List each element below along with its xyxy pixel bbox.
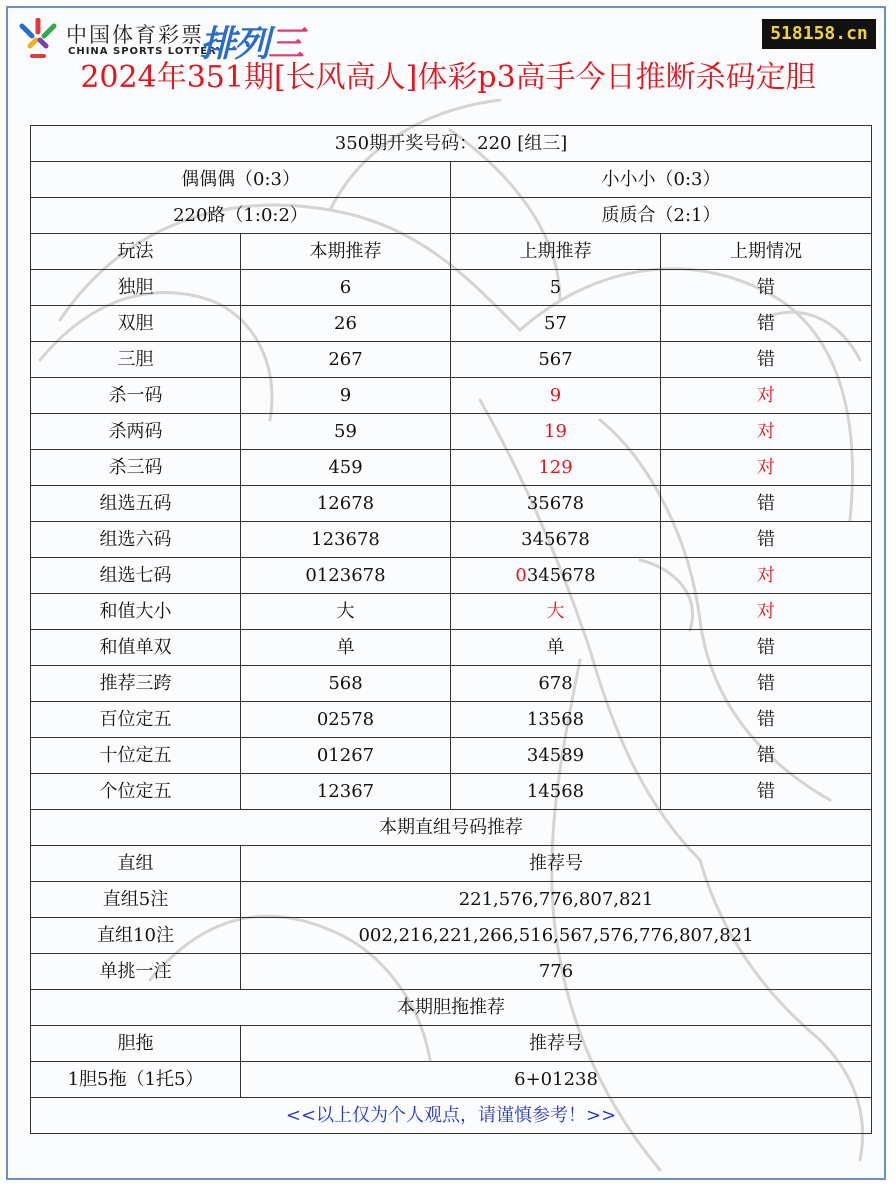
previous-pick-rest: 14568 — [526, 781, 585, 802]
direct-row-value: 221,576,776,807,821 — [241, 882, 872, 918]
play-type-cell: 组选五码 — [31, 486, 241, 522]
play-type-cell: 双胆 — [31, 306, 241, 342]
previous-result-cell: 对 — [661, 558, 872, 594]
page-title: 2024年351期[长风高人]体彩p3高手今日推断杀码定胆 — [80, 60, 816, 95]
prediction-table — [30, 125, 872, 1134]
prediction-row — [31, 342, 872, 378]
previous-pick-cell — [451, 702, 661, 738]
china-sports-lottery-logo — [18, 16, 328, 65]
prediction-row — [31, 486, 872, 522]
logo-game-name-part-b: 三 — [268, 24, 303, 65]
current-pick-cell: 0123678 — [241, 558, 451, 594]
column-header-row — [31, 234, 872, 270]
direct-header-value: 推荐号 — [241, 846, 872, 882]
previous-pick-rest: 57 — [544, 313, 567, 334]
current-pick-cell: 单 — [241, 630, 451, 666]
prediction-row — [31, 666, 872, 702]
prediction-row — [31, 630, 872, 666]
section-dantuo-row — [31, 990, 872, 1026]
prime-pattern-cell: 质质合（2:1） — [451, 198, 872, 234]
size-pattern-cell: 小小小（0:3） — [451, 162, 872, 198]
direct-row-value: 776 — [241, 954, 872, 990]
previous-pick-cell — [451, 558, 661, 594]
direct-row-name: 直组10注 — [31, 918, 241, 954]
column-header-current: 本期推荐 — [241, 234, 451, 270]
logo-game-name-part-a: 排列 — [200, 24, 269, 65]
draw-result-row — [31, 126, 872, 162]
current-pick-cell: 123678 — [241, 522, 451, 558]
current-pick-cell: 12678 — [241, 486, 451, 522]
column-header-play: 玩法 — [31, 234, 241, 270]
previous-pick-cell — [451, 486, 661, 522]
previous-pick-rest: 35678 — [526, 493, 585, 514]
direct-header-name: 直组 — [31, 846, 241, 882]
current-pick-cell: 568 — [241, 666, 451, 702]
previous-result-cell: 错 — [661, 666, 872, 702]
dantuo-header-row — [31, 1026, 872, 1062]
previous-pick-hit: 129 — [538, 457, 573, 478]
dantuo-row-value: 6+01238 — [241, 1062, 872, 1098]
current-pick-cell: 9 — [241, 378, 451, 414]
section-dantuo-title: 本期胆拖推荐 — [31, 990, 872, 1026]
current-pick-cell: 26 — [241, 306, 451, 342]
previous-pick-cell — [451, 594, 661, 630]
previous-result-cell: 错 — [661, 522, 872, 558]
play-type-cell: 推荐三跨 — [31, 666, 241, 702]
direct-row — [31, 882, 872, 918]
previous-pick-cell — [451, 522, 661, 558]
play-type-cell: 组选六码 — [31, 522, 241, 558]
dantuo-header-value: 推荐号 — [241, 1026, 872, 1062]
direct-row-name: 单挑一注 — [31, 954, 241, 990]
previous-pick-cell — [451, 738, 661, 774]
previous-pick-cell — [451, 342, 661, 378]
draw-result-cell: 350期开奖号码：220 [组三] — [31, 126, 872, 162]
previous-pick-rest: 5 — [549, 277, 562, 298]
logo-english-text: CHINA SPORTS LOTTERY — [68, 46, 225, 57]
prediction-row — [31, 774, 872, 810]
previous-result-cell: 错 — [661, 342, 872, 378]
previous-pick-rest: 13568 — [526, 709, 585, 730]
section-direct-title: 本期直组号码推荐 — [31, 810, 872, 846]
play-type-cell: 百位定五 — [31, 702, 241, 738]
current-pick-cell: 01267 — [241, 738, 451, 774]
direct-row — [31, 918, 872, 954]
site-badge[interactable]: 518158.cn — [762, 19, 876, 49]
prediction-row — [31, 522, 872, 558]
dantuo-header-name: 胆拖 — [31, 1026, 241, 1062]
current-pick-cell: 大 — [241, 594, 451, 630]
prediction-row — [31, 270, 872, 306]
play-type-cell: 个位定五 — [31, 774, 241, 810]
current-pick-cell: 459 — [241, 450, 451, 486]
play-type-cell: 十位定五 — [31, 738, 241, 774]
route-pattern-cell: 220路（1:0:2） — [31, 198, 451, 234]
prediction-row — [31, 414, 872, 450]
play-type-cell: 杀一码 — [31, 378, 241, 414]
play-type-cell: 独胆 — [31, 270, 241, 306]
prediction-row — [31, 306, 872, 342]
previous-result-cell: 错 — [661, 306, 872, 342]
pattern-row-2 — [31, 198, 872, 234]
previous-pick-hit: 0 — [515, 565, 527, 586]
previous-result-cell: 错 — [661, 738, 872, 774]
previous-result-cell: 错 — [661, 774, 872, 810]
previous-pick-cell — [451, 450, 661, 486]
play-type-cell: 杀三码 — [31, 450, 241, 486]
previous-pick-hit: 大 — [546, 601, 565, 622]
prediction-row — [31, 378, 872, 414]
play-type-cell: 杀两码 — [31, 414, 241, 450]
footer-note[interactable]: <<以上仅为个人观点，请谨慎参考！>> — [31, 1098, 872, 1134]
current-pick-cell: 02578 — [241, 702, 451, 738]
dantuo-row — [31, 1062, 872, 1098]
previous-pick-rest: 567 — [538, 349, 573, 370]
direct-row-name: 直组5注 — [31, 882, 241, 918]
lottery-emblem-icon — [18, 18, 58, 58]
play-type-cell: 组选七码 — [31, 558, 241, 594]
prediction-row — [31, 702, 872, 738]
previous-pick-cell — [451, 666, 661, 702]
previous-pick-hit: 9 — [549, 385, 562, 406]
previous-pick-rest: 678 — [538, 673, 573, 694]
previous-result-cell: 错 — [661, 486, 872, 522]
section-direct-row — [31, 810, 872, 846]
previous-pick-rest: 345678 — [526, 565, 596, 586]
prediction-row — [31, 558, 872, 594]
previous-pick-rest: 345678 — [521, 529, 590, 550]
prediction-row — [31, 738, 872, 774]
previous-pick-cell — [451, 306, 661, 342]
current-pick-cell: 59 — [241, 414, 451, 450]
previous-result-cell: 对 — [661, 450, 872, 486]
previous-pick-cell — [451, 414, 661, 450]
previous-pick-cell — [451, 270, 661, 306]
previous-pick-rest: 单 — [546, 637, 565, 658]
previous-result-cell: 错 — [661, 270, 872, 306]
play-type-cell: 三胆 — [31, 342, 241, 378]
previous-result-cell: 对 — [661, 378, 872, 414]
previous-pick-rest: 34589 — [526, 745, 585, 766]
direct-row-value: 002,216,221,266,516,567,576,776,807,821 — [241, 918, 872, 954]
direct-header-row — [31, 846, 872, 882]
current-pick-cell: 6 — [241, 270, 451, 306]
prediction-row — [31, 450, 872, 486]
direct-row — [31, 954, 872, 990]
previous-pick-hit: 19 — [544, 421, 567, 442]
footer-row — [31, 1098, 872, 1134]
parity-pattern-cell: 偶偶偶（0:3） — [31, 162, 451, 198]
previous-result-cell: 对 — [661, 594, 872, 630]
prediction-row — [31, 594, 872, 630]
current-pick-cell: 267 — [241, 342, 451, 378]
play-type-cell: 和值单双 — [31, 630, 241, 666]
play-type-cell: 和值大小 — [31, 594, 241, 630]
previous-pick-cell — [451, 378, 661, 414]
logo-chinese-text: 中国体育彩票 — [66, 23, 204, 47]
previous-result-cell: 错 — [661, 702, 872, 738]
previous-pick-cell — [451, 774, 661, 810]
previous-pick-cell — [451, 630, 661, 666]
previous-result-cell: 错 — [661, 630, 872, 666]
dantuo-row-name: 1胆5拖（1托5） — [31, 1062, 241, 1098]
previous-result-cell: 对 — [661, 414, 872, 450]
current-pick-cell: 12367 — [241, 774, 451, 810]
pattern-row-1 — [31, 162, 872, 198]
column-header-previous: 上期推荐 — [451, 234, 661, 270]
column-header-result: 上期情况 — [661, 234, 872, 270]
